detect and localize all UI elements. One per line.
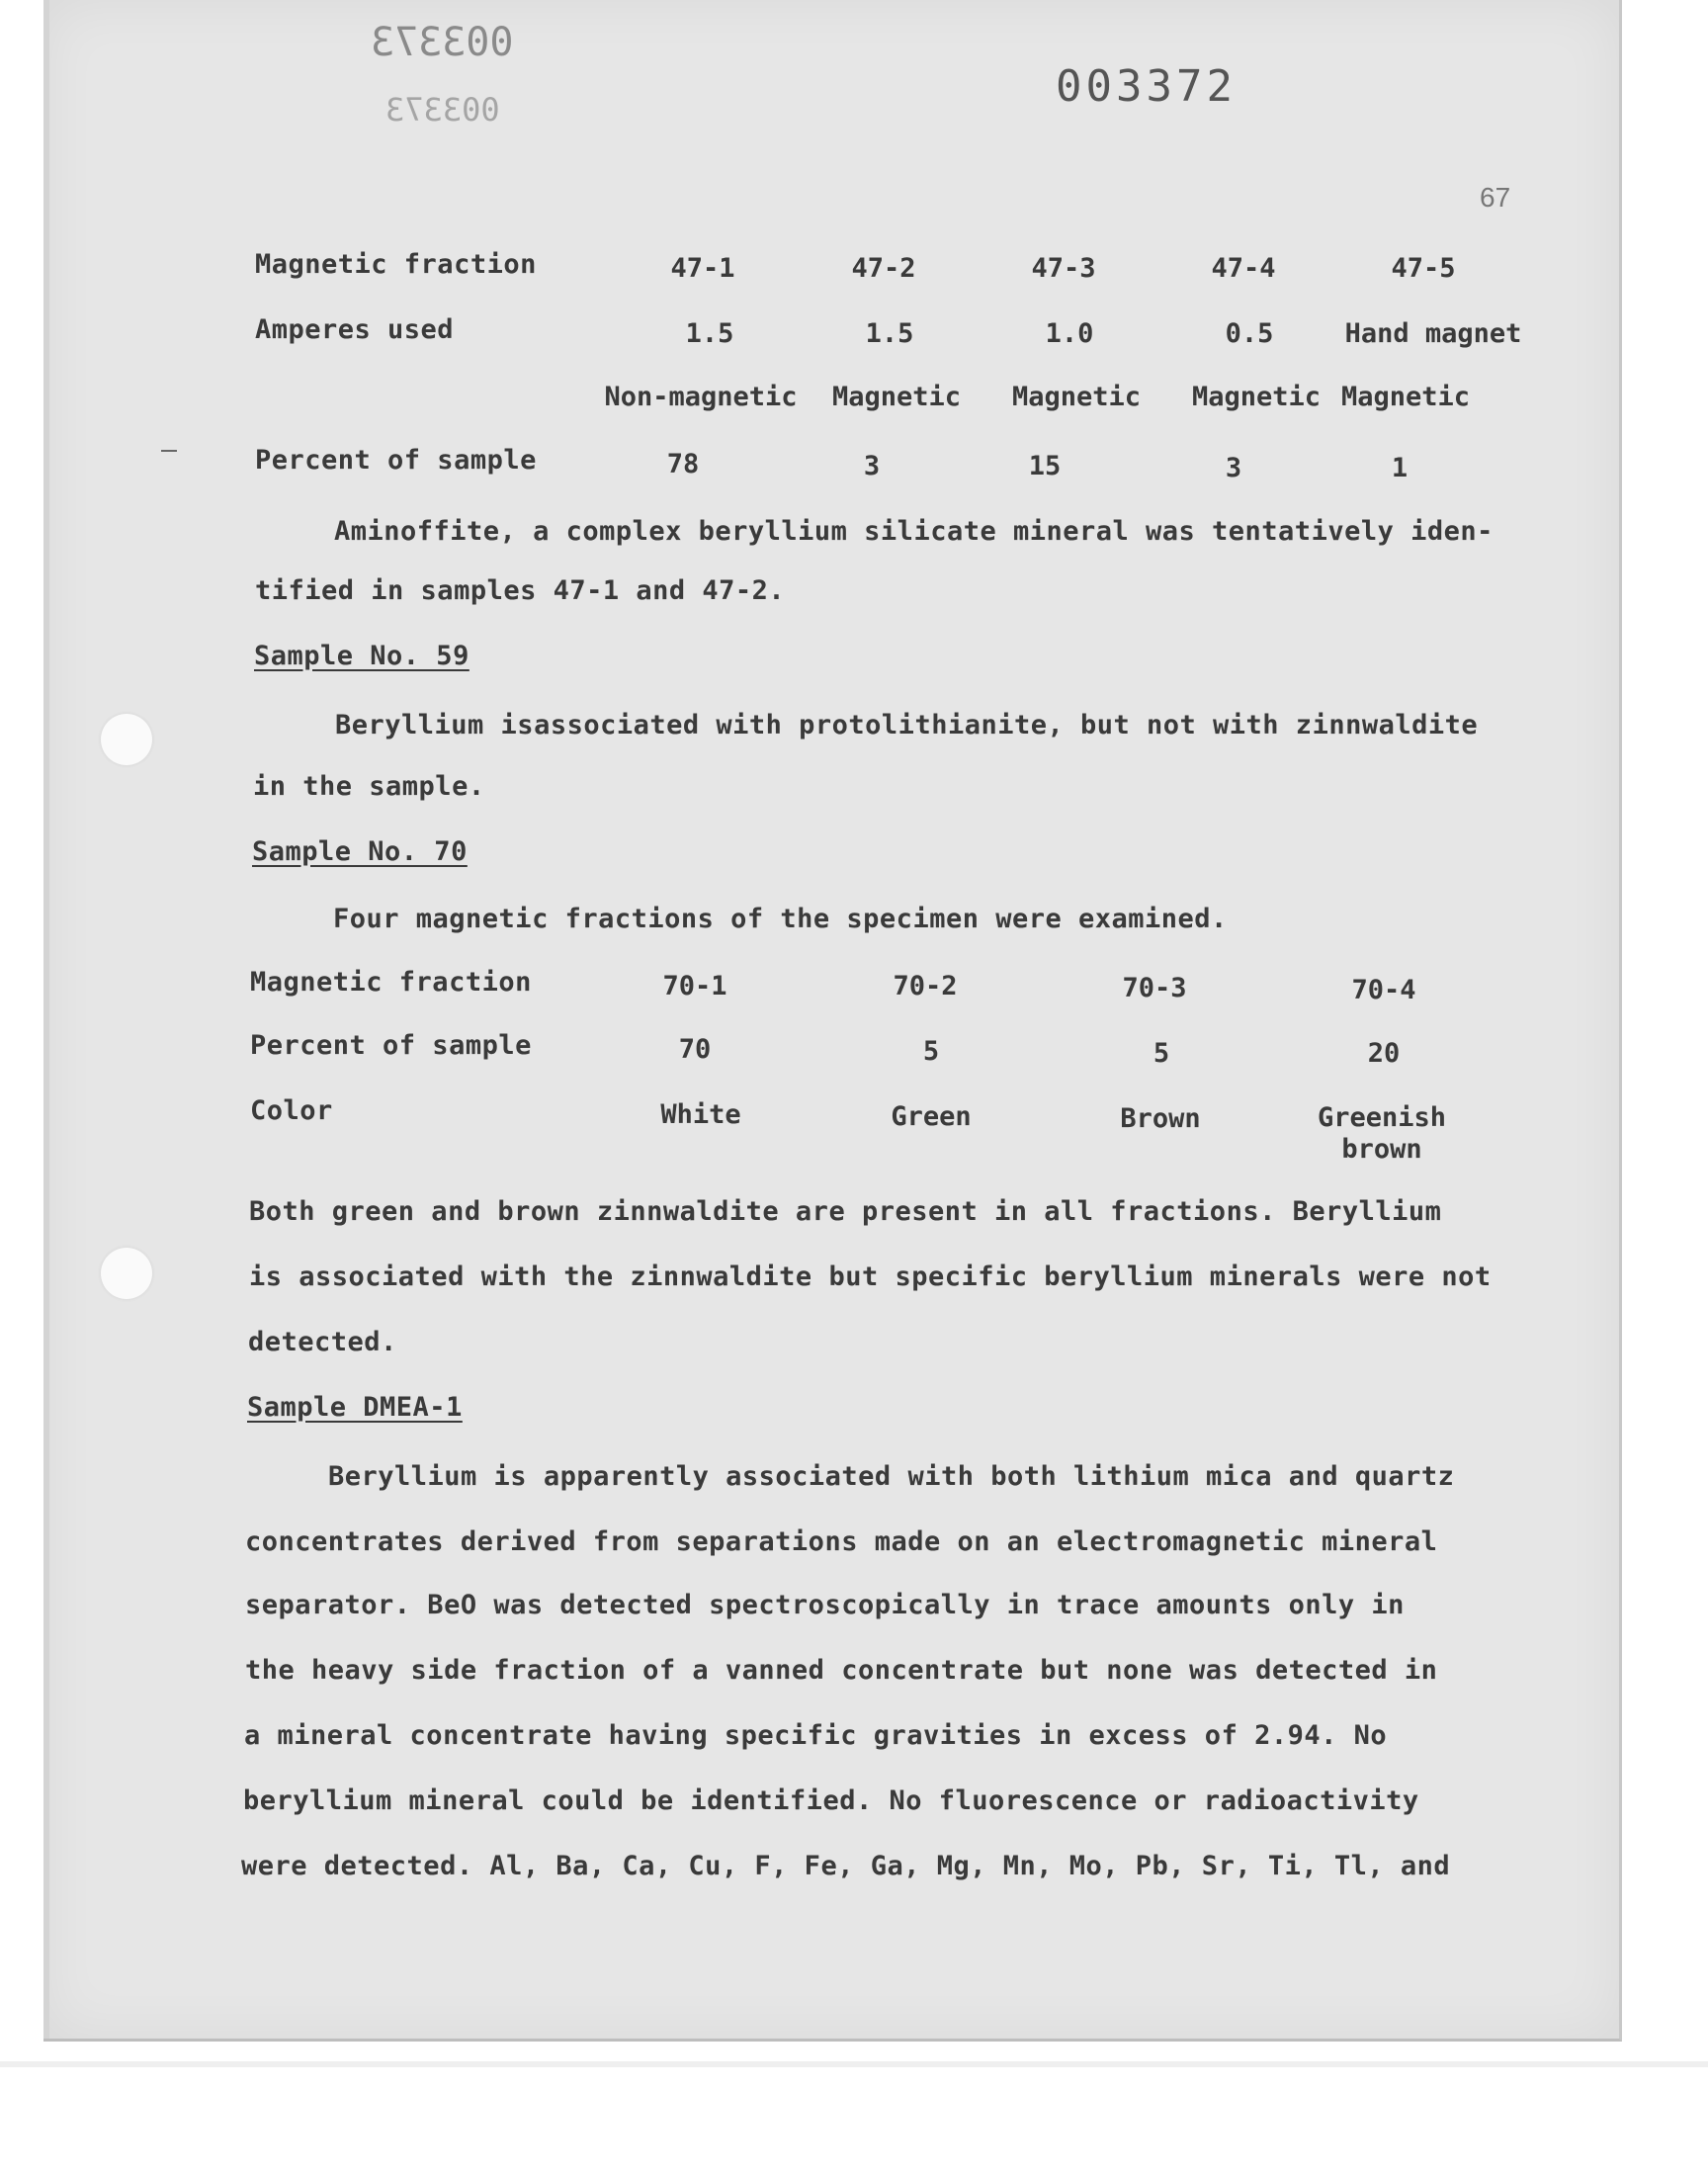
- table1-magnetism-1: Non-magnetic: [604, 382, 798, 412]
- table2-color-label: Color: [250, 1095, 333, 1126]
- heading-sample-59: Sample No. 59: [254, 641, 470, 671]
- table1-percent-4: 3: [1225, 453, 1242, 483]
- table1-percent-label: Percent of sample: [255, 445, 537, 476]
- table2-fraction-4: 70-4: [1351, 975, 1416, 1005]
- sample59-line2: in the sample.: [253, 771, 485, 802]
- table1-magnetism-4: Magnetic: [1191, 382, 1322, 412]
- table2-fraction-1: 70-1: [662, 971, 727, 1001]
- dmea1-line3: separator. BeO was detected spectroscopically in trace amounts only in: [245, 1590, 1405, 1620]
- punch-hole-upper: [101, 714, 152, 765]
- table2-percent-3: 5: [1153, 1038, 1170, 1069]
- table1-magnetism-2: Magnetic: [831, 382, 962, 412]
- table2-percent-4: 20: [1367, 1038, 1401, 1069]
- sample70-intro: Four magnetic fractions of the specimen were examined.: [333, 904, 1228, 934]
- paragraph-aminoffite-line1: Aminoffite, a complex beryllium silicate mineral was tentatively iden-: [334, 516, 1494, 547]
- dmea1-line5: a mineral concentrate having specific gravities in excess of 2.94. No: [244, 1720, 1388, 1751]
- table2-color-1: White: [660, 1099, 741, 1130]
- table1-fraction-4: 47-4: [1211, 253, 1276, 284]
- bleed-through-number-faint: 003373: [385, 91, 500, 129]
- table2-color-2: Green: [891, 1101, 972, 1132]
- sample70-text-line1: Both green and brown zinnwaldite are present in all fractions. Beryllium: [249, 1196, 1442, 1227]
- dmea1-line7: were detected. Al, Ba, Ca, Cu, F, Fe, Ga, Mg, Mn, Mo, Pb, Sr, Ti, Tl, and: [241, 1851, 1451, 1881]
- table1-percent-5: 1: [1391, 453, 1409, 483]
- table2-fraction-3: 70-3: [1122, 973, 1187, 1003]
- table2-color-4: Greenish brown: [1317, 1102, 1447, 1165]
- table1-amperes-5: Hand magnet: [1344, 318, 1522, 349]
- table1-amperes-1: 1.5: [685, 318, 734, 349]
- sample70-text-line3: detected.: [248, 1327, 397, 1357]
- table1-percent-2: 3: [863, 451, 881, 481]
- table1-amperes-3: 1.0: [1045, 318, 1094, 349]
- document-number: 003372: [1056, 61, 1237, 112]
- scanner-bottom-strip: [0, 2061, 1708, 2067]
- table1-fraction-label: Magnetic fraction: [255, 249, 537, 280]
- table1-fraction-5: 47-5: [1391, 253, 1456, 284]
- table1-fraction-3: 47-3: [1031, 253, 1096, 284]
- table1-percent-1: 78: [666, 449, 700, 479]
- table2-fraction-label: Magnetic fraction: [250, 967, 532, 998]
- table1-magnetism-3: Magnetic: [1011, 382, 1142, 412]
- table1-percent-3: 15: [1028, 451, 1062, 481]
- table2-color-3: Brown: [1120, 1103, 1201, 1134]
- sheet-left-edge: [43, 0, 49, 2039]
- page-number: 67: [1480, 182, 1511, 213]
- sample70-text-line2: is associated with the zinnwaldite but specific beryllium minerals were not: [249, 1262, 1492, 1292]
- table2-percent-2: 5: [922, 1036, 940, 1067]
- table2-percent-label: Percent of sample: [250, 1030, 532, 1061]
- heading-sample-70: Sample No. 70: [252, 836, 468, 867]
- dmea1-line1: Beryllium is apparently associated with both lithium mica and quartz: [328, 1461, 1455, 1492]
- punch-hole-lower: [101, 1248, 152, 1299]
- dmea1-line2: concentrates derived from separations made on an electromagnetic mineral: [245, 1526, 1438, 1557]
- table1-fraction-1: 47-1: [670, 253, 735, 284]
- table1-fraction-2: 47-2: [851, 253, 916, 284]
- table1-amperes-4: 0.5: [1225, 318, 1274, 349]
- table2-percent-1: 70: [678, 1034, 712, 1065]
- table1-amperes-label: Amperes used: [255, 314, 455, 345]
- table1-amperes-2: 1.5: [865, 318, 914, 349]
- paragraph-aminoffite-line2: tified in samples 47-1 and 47-2.: [255, 575, 786, 606]
- heading-sample-dmea1: Sample DMEA-1: [247, 1392, 463, 1423]
- margin-mark: [161, 450, 177, 452]
- sample59-line1: Beryllium isassociated with protolithianite, but not with zinnwaldite: [335, 710, 1479, 740]
- dmea1-line4: the heavy side fraction of a vanned concentrate but none was detected in: [245, 1655, 1438, 1686]
- dmea1-line6: beryllium mineral could be identified. No fluorescence or radioactivity: [243, 1785, 1419, 1816]
- table1-magnetism-5: Magnetic: [1340, 382, 1471, 412]
- table2-fraction-2: 70-2: [893, 971, 958, 1001]
- bleed-through-number: 003373: [371, 20, 514, 65]
